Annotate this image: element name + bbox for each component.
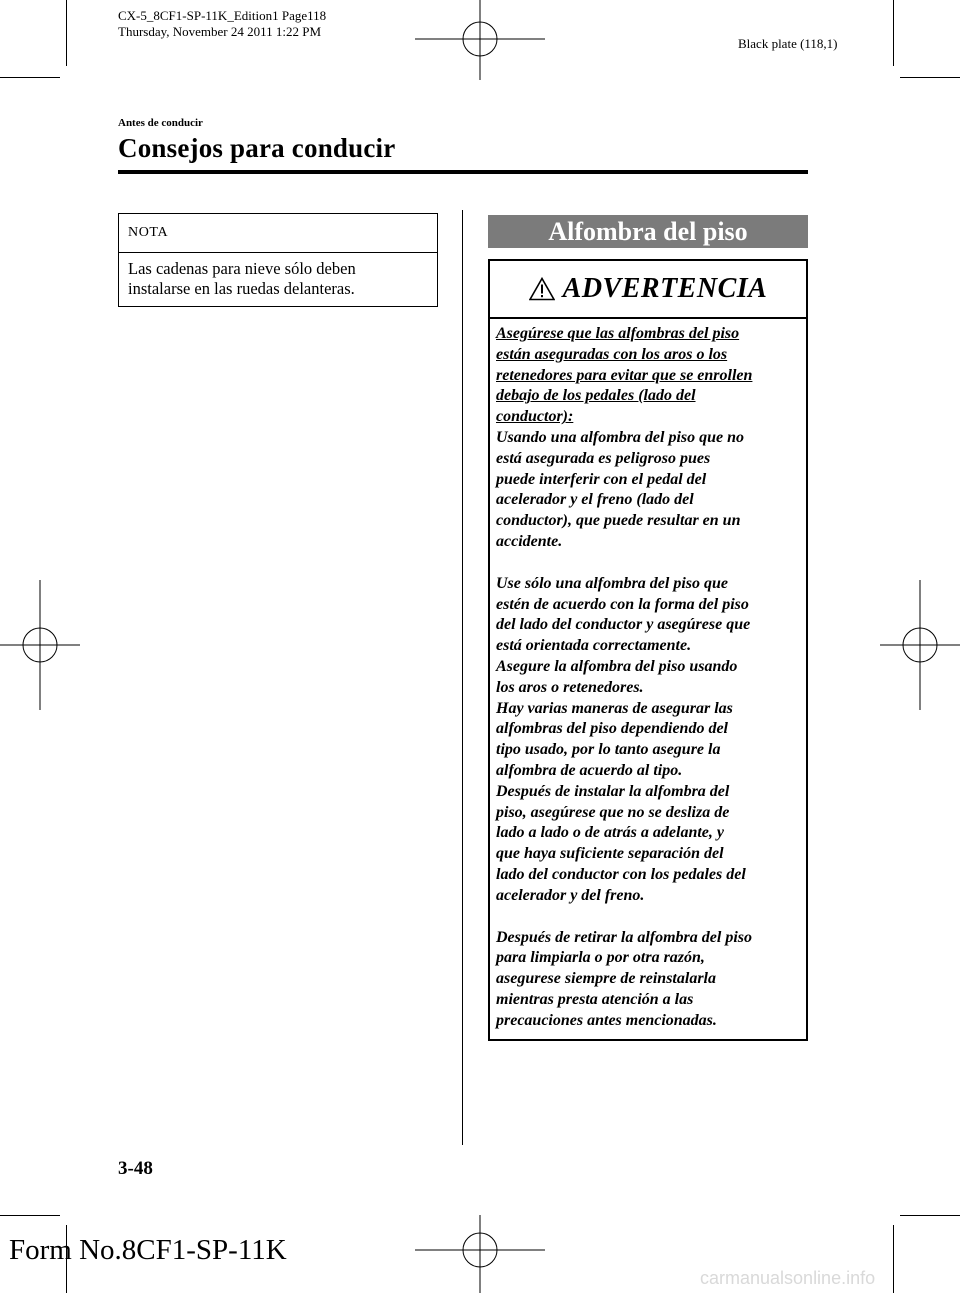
warning-line: precauciones antes mencionadas. (496, 1011, 717, 1029)
warning-line: acelerador y del freno. (496, 886, 645, 904)
crop-mark (893, 1225, 894, 1293)
crop-mark (893, 0, 894, 66)
warning-line: lado del conductor con los pedales del (496, 865, 746, 883)
note-line: instalarse en las ruedas delanteras. (128, 279, 355, 298)
warning-line: está asegurada es peligroso pues (496, 449, 711, 467)
crop-mark (900, 77, 960, 78)
print-meta (118, 8, 326, 40)
warning-line: alfombra de acuerdo al tipo. (496, 761, 683, 779)
crop-mark (0, 1215, 60, 1216)
warning-line: los aros o retenedores. (496, 678, 644, 696)
warning-line: Hay varias maneras de asegurar las (496, 699, 733, 717)
warning-line: debajo de los pedales (lado del (496, 387, 696, 405)
warning-underlined (496, 324, 800, 428)
warning-paragraph (496, 928, 800, 1032)
warning-line: lado a lado o de atrás a adelante, y (496, 824, 724, 842)
warning-line: están aseguradas con los aros o los (496, 345, 728, 363)
warning-line: Asegure la alfombra del piso usando (496, 657, 738, 675)
warning-body (496, 324, 800, 1032)
page-number: 3-48 (118, 1158, 153, 1179)
crop-mark (900, 1215, 960, 1216)
warning-line: Después de instalar la alfombra del (496, 782, 730, 800)
registration-mark-top (415, 0, 545, 80)
warning-line: asegurese siempre de reinstalarla (496, 970, 716, 988)
section-label: Antes de conducir (118, 117, 203, 129)
warning-title: ADVERTENCIA (562, 273, 768, 304)
warning-line: retenedores para evitar que se enrollen (496, 366, 753, 384)
warning-line: Usando una alfombra del piso que no (496, 428, 745, 446)
warning-line: Asegúrese que las alfombras del piso (496, 325, 740, 342)
warning-header (490, 261, 806, 319)
warning-line: Después de retirar la alfombra del piso (496, 928, 752, 946)
warning-paragraph (496, 574, 800, 907)
column-divider (462, 210, 463, 1145)
print-meta-date: Thursday, November 24 2011 1:22 PM (118, 24, 322, 39)
warning-line: conductor), que puede resultar en un (496, 512, 741, 530)
watermark: carmanualsonline.info (700, 1268, 876, 1288)
registration-mark-bottom (415, 1215, 545, 1293)
warning-line: piso, asegúrese que no se desliza de (496, 803, 730, 821)
registration-mark-right (880, 580, 960, 710)
print-meta-file: CX-5_8CF1-SP-11K_Edition1 Page118 (118, 8, 327, 23)
note-divider (119, 252, 437, 253)
warning-line: puede interferir con el pedal del (496, 470, 707, 488)
warning-paragraph (496, 428, 800, 553)
warning-line: conductor): (496, 408, 574, 426)
form-number: Form No.8CF1-SP-11K (9, 1234, 287, 1266)
crop-mark (0, 77, 60, 78)
warning-line: accidente. (496, 532, 563, 550)
note-text (128, 259, 428, 299)
warning-line: que haya suficiente separación del (496, 845, 724, 863)
warning-line: mientras presta atención a las (496, 990, 694, 1008)
warning-line: acelerador y el freno (lado del (496, 491, 694, 509)
registration-mark-left (0, 580, 80, 710)
warning-line: está orientada correctamente. (496, 637, 692, 655)
note-line: Las cadenas para nieve sólo deben (128, 259, 356, 278)
warning-triangle-icon (529, 277, 555, 301)
warning-line: tipo usado, por lo tanto asegure la (496, 741, 721, 759)
warning-line: del lado del conductor y asegúrese que (496, 616, 751, 634)
warning-line: para limpiarla o por otra razón, (496, 949, 705, 967)
plate-label: Black plate (118,1) (738, 36, 838, 51)
title-rule (118, 170, 808, 174)
crop-mark (66, 0, 67, 66)
note-box (118, 213, 438, 307)
warning-line: Use sólo una alfombra del piso que (496, 574, 729, 592)
note-label: NOTA (128, 225, 169, 240)
warning-line: alfombras del piso dependiendo del (496, 720, 728, 738)
warning-line: estén de acuerdo con la forma del piso (496, 595, 749, 613)
section-heading: Alfombra del piso (488, 215, 808, 248)
warning-box (488, 259, 808, 1041)
page-title: Consejos para conducir (118, 133, 396, 163)
